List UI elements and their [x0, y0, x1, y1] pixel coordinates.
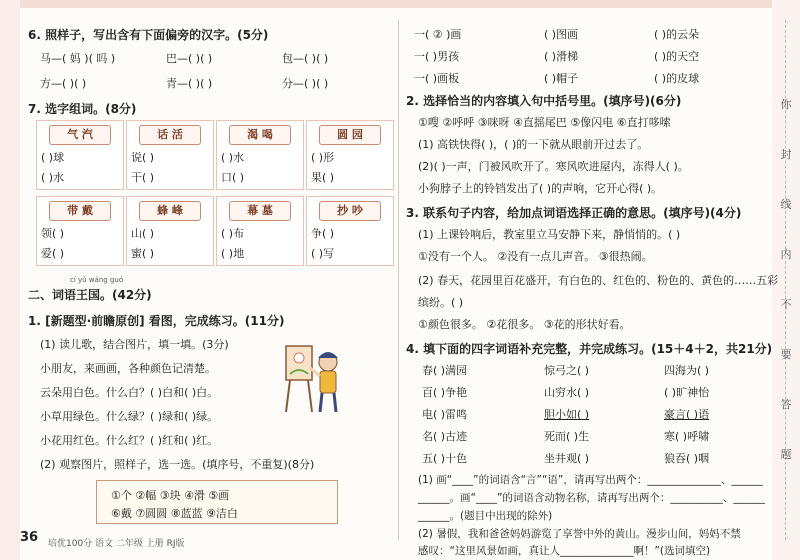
q7-cell — [126, 120, 214, 190]
q4-sub2-a: (2) 暑假，我和爸爸妈妈游览了享誉中外的黄山。漫步山间，妈妈不禁 — [418, 528, 741, 540]
q2-title: 2. 选择恰当的内容填入句中括号里。(填序号)(6分) — [406, 94, 682, 108]
section-pinyin: cí yǔ wáng guó — [70, 276, 124, 284]
side-text: 内 — [780, 248, 792, 261]
q1-title: 1. [新题型·前瞻原创] 看图，完成练习。(11分) — [28, 314, 285, 328]
q7-cell — [126, 196, 214, 266]
q6-row1-b: 巴—( )( ) — [166, 52, 213, 65]
q7-cell — [36, 120, 124, 190]
q4-word: ( )旷神怡 — [664, 386, 710, 399]
q4-sub1-a: (1) 画“____”的词语含“言”“语”，请再写出两个：______________、______ — [418, 474, 763, 486]
q7-blank: ( )形 — [311, 151, 335, 164]
q1-tail-cell: ( )的云朵 — [654, 28, 700, 41]
side-text: 封 — [780, 148, 792, 161]
left-margin-band — [0, 0, 20, 560]
q1-line: 小花用红色。什么红？( )红和( )红。 — [40, 434, 219, 447]
q4-sub1-b: ______。画“____”的词语含动物名称，请再写出两个：__________、______ — [418, 492, 765, 504]
q1-tail-cell: 一( )男孩 — [414, 50, 460, 63]
q1-sub2: (2) 观察图片，照样子，选一选。(填序号，不重复)(8分) — [40, 458, 315, 471]
q7-word: 圆 园 — [319, 125, 381, 145]
side-text: 答 — [780, 398, 792, 411]
q2-line1: (1) 高铁快得( )，( )的一下就从眼前开过去了。 — [418, 138, 649, 151]
q7-cell — [216, 196, 304, 266]
q7-blank: 干( ) — [131, 171, 155, 184]
q1-options-box — [96, 480, 338, 524]
q3-line1: (1) 上课铃响后，教室里立马安静下来，静悄悄的。( ) — [418, 228, 681, 241]
q4-word: 电( )雷鸣 — [422, 408, 468, 421]
q7-word: 渴 喝 — [229, 125, 291, 145]
column-divider — [398, 20, 399, 540]
q7-word: 带 戴 — [49, 201, 111, 221]
q1-line: 小朋友，来画画，各种颜色记清楚。 — [40, 362, 216, 375]
q7-blank: ( )水 — [41, 171, 65, 184]
q7-blank: 领( ) — [41, 227, 65, 240]
section-title: 二、词语王国。(42分) — [28, 288, 152, 302]
q7-cell — [36, 196, 124, 266]
q3-line2-cont: 缤纷。( ) — [418, 296, 464, 309]
q7-blank: ( )水 — [221, 151, 245, 164]
side-text: 不 — [780, 298, 792, 311]
q1-options-row: ⑥戴 ⑦圆圆 ⑧蓝蓝 ⑨洁白 — [111, 507, 238, 520]
q2-line3: 小狗脖子上的铃铛发出了( )的声响，它开心得( )。 — [418, 182, 663, 195]
q3-line2-options: ①颜色很多。 ②花很多。 ③花的形状好看。 — [418, 318, 631, 331]
q7-blank: ( )球 — [41, 151, 65, 164]
q3-line1-options: ①没有一个人。 ②没有一点儿声音。 ③很热闹。 — [418, 250, 653, 263]
q7-blank: 蜜( ) — [131, 247, 155, 260]
side-text: 要 — [780, 348, 792, 361]
q6-row1-a: 马—( 妈 )( 吗 ) — [40, 52, 116, 65]
q6-row2-b: 青—( )( ) — [166, 77, 213, 90]
q4-sub2-b: 感叹：“这里风景如画，真让人______________啊！”(选词填空) — [418, 545, 711, 557]
q6-row2-c: 分—( )( ) — [282, 77, 329, 90]
q7-cell — [216, 120, 304, 190]
q4-word: 名( )古迹 — [422, 430, 468, 443]
q1-line: 小草用绿色。什么绿？( )绿和( )绿。 — [40, 410, 219, 423]
q3-line2: (2) 春天，花园里百花盛开，有白色的、红色的、粉色的、黄色的……五彩 — [418, 274, 779, 287]
q2-line2: (2)( )一声，门被风吹开了。寒风吹进屋内，冻得人( )。 — [418, 160, 689, 173]
q6-row2-a: 方—( )( ) — [40, 77, 87, 90]
q1-tail-cell: ( )的天空 — [654, 50, 700, 63]
q7-blank: ( )写 — [311, 247, 335, 260]
side-text: 线 — [780, 198, 792, 211]
q4-sub1-c: ______。(题目中出现的除外) — [418, 510, 553, 522]
q6-row1-c: 包—( )( ) — [282, 52, 329, 65]
q1-tail-cell: 一( ② )画 — [414, 28, 462, 41]
q7-word: 气 汽 — [49, 125, 111, 145]
page-number: 36 — [20, 530, 39, 545]
q6-title: 6. 照样子，写出含有下面偏旁的汉字。(5分) — [28, 28, 269, 42]
q1-tail-cell: ( )的皮球 — [654, 72, 700, 85]
q7-cell — [306, 120, 394, 190]
q7-cell — [306, 196, 394, 266]
q7-word: 蜂 峰 — [139, 201, 201, 221]
q7-word: 幕 墓 — [229, 201, 291, 221]
q7-blank: ( )布 — [221, 227, 245, 240]
q7-blank: 山( ) — [131, 227, 155, 240]
q7-blank: 说( ) — [131, 151, 155, 164]
q1-sub1: (1) 读儿歌，结合图片，填一填。(3分) — [40, 338, 229, 351]
q4-word: 五( )十色 — [422, 452, 468, 465]
q7-blank: 爱( ) — [41, 247, 65, 260]
q1-tail-cell: 一( )画板 — [414, 72, 460, 85]
side-text: 题 — [780, 448, 792, 461]
q4-word: 死而( )生 — [544, 430, 590, 443]
q4-word: 寒( )呼啸 — [664, 430, 710, 443]
q3-title: 3. 联系句子内容，给加点词语选择正确的意思。(填序号)(4分) — [406, 206, 742, 220]
q4-title: 4. 填下面的四字词语补充完整，并完成练习。(15＋4＋2，共21分) — [406, 342, 773, 356]
q4-word: 惊弓之( ) — [544, 364, 590, 377]
q2-options: ①嗖 ②呼呼 ③咪呀 ④直摇尾巴 ⑤像闪电 ⑥直打哆嗦 — [418, 116, 671, 129]
q1-tail-cell: ( )滑梯 — [544, 50, 579, 63]
q4-word: 胆小如( ) — [544, 408, 590, 421]
q7-title: 7. 选字组词。(8分) — [28, 102, 137, 116]
q7-word: 抄 吵 — [319, 201, 381, 221]
q4-word: 四海为( ) — [664, 364, 710, 377]
q4-word: 春( )满园 — [422, 364, 468, 377]
q1-options-row: ①个 ②幅 ③块 ④滑 ⑤画 — [111, 489, 230, 502]
side-text: 你 — [780, 98, 792, 111]
q7-blank: 口( ) — [221, 171, 245, 184]
q1-tail-cell: ( )图画 — [544, 28, 579, 41]
q4-word: 坐井观( ) — [544, 452, 590, 465]
q4-word: 山穷水( ) — [544, 386, 590, 399]
q7-blank: 果( ) — [311, 171, 335, 184]
q4-word: 百( )争艳 — [422, 386, 468, 399]
q7-blank: 争( ) — [311, 227, 335, 240]
child-painting-illustration — [282, 340, 346, 416]
q4-word: 豪言( )语 — [664, 408, 710, 421]
q7-blank: ( )地 — [221, 247, 245, 260]
top-color-band — [0, 0, 800, 8]
q1-tail-cell: ( )帽子 — [544, 72, 579, 85]
q1-line: 云朵用白色。什么白？( )白和( )白。 — [40, 386, 219, 399]
footer-text: 培优100分 语文 二年级 上册 RJ版 — [48, 539, 185, 549]
q4-word: 狼吞( )咽 — [664, 452, 710, 465]
q7-word: 话 活 — [139, 125, 201, 145]
